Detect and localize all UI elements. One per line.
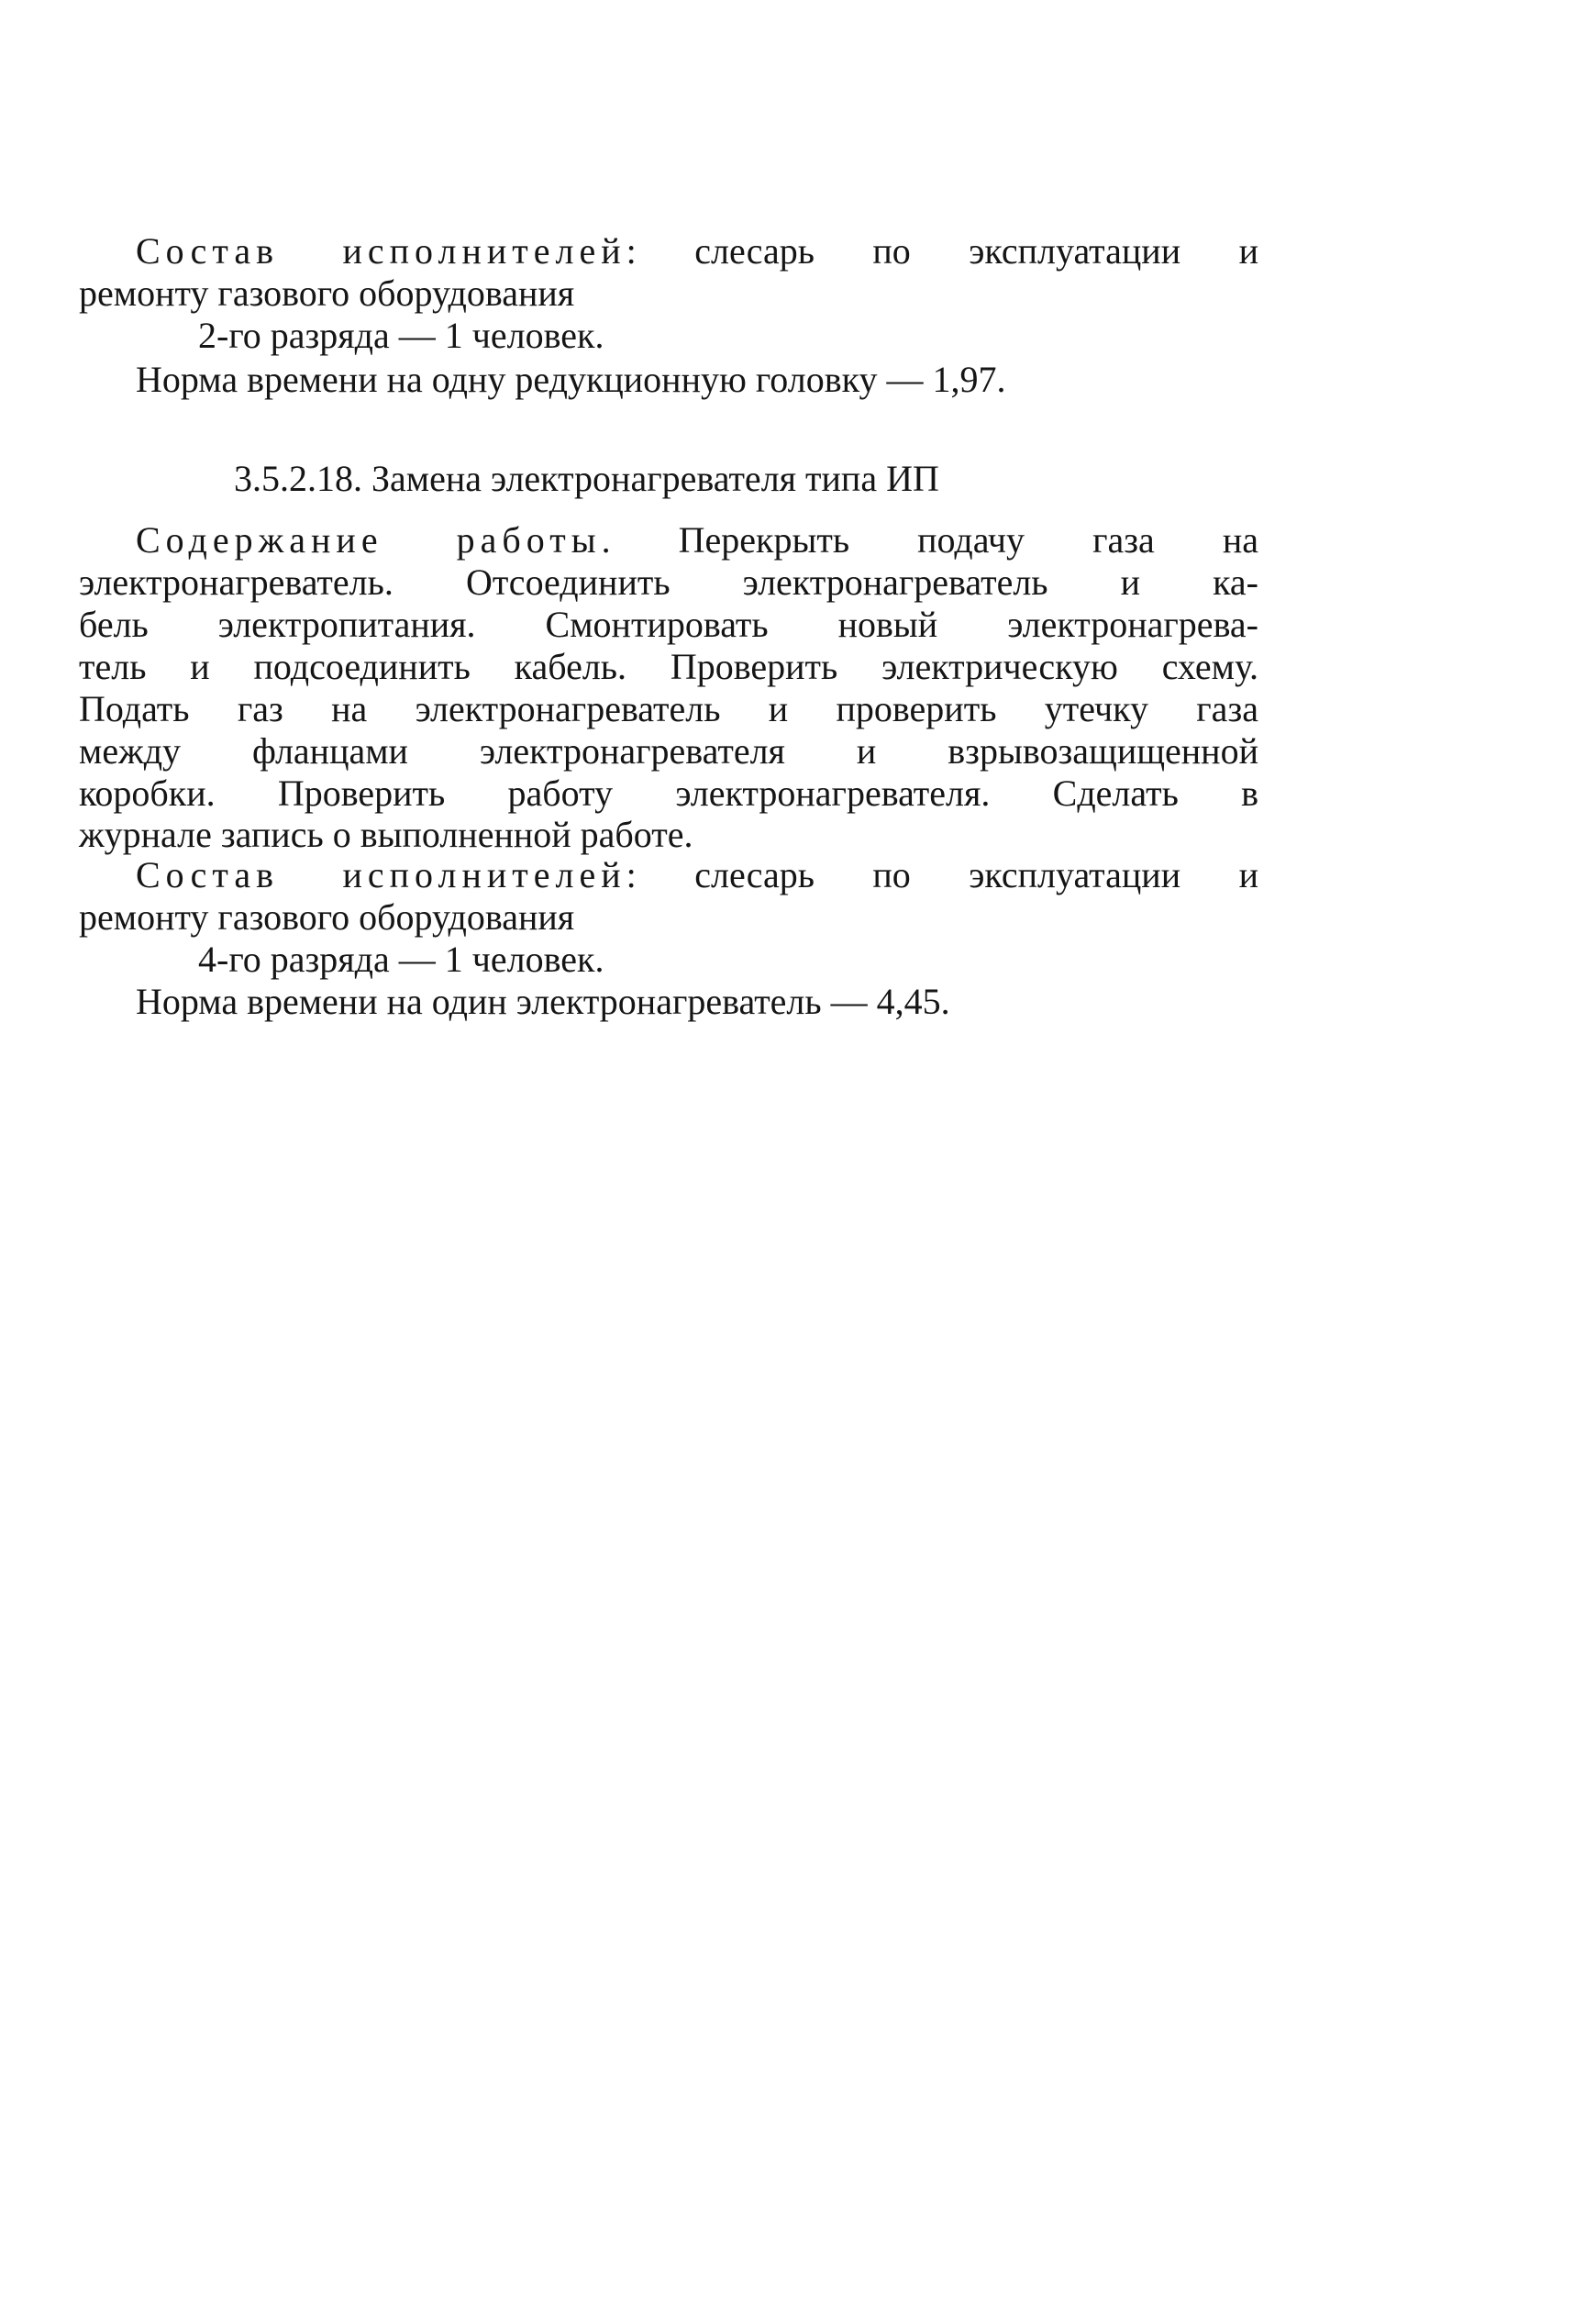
content-line-2: электронагреватель. Отсоединить электронагреватель и ка- [79,561,1258,603]
content-line-3: бель электропитания. Смонтировать новый электронагрева- [79,604,1258,645]
composition-label-b: Состав исполнителей [136,854,626,895]
content-line-1 [136,518,1258,562]
composition-line-2: ремонту газового оборудования [79,272,575,314]
content-line-6: между фланцами электронагревателя и взрывозащищенной [79,730,1258,772]
composition-label: Состав исполнителей [136,230,626,272]
composition-text-b: : слесарь по эксплуатации и [626,854,1258,895]
content-label: Содержание работы [136,519,602,561]
norm-line: Норма времени на одну редукционную головку — 1,97. [136,359,1006,400]
composition-line-2b: ремонту газового оборудования [79,896,575,938]
grade-line: 2-го разряда — 1 человек. [198,315,604,356]
content-line-4: тель и подсоединить кабель. Проверить электрическую схему. [79,646,1258,687]
composition-line-1 [136,229,1258,273]
grade-line-b: 4-го разряда — 1 человек. [198,939,604,980]
content-line-7: коробки. Проверить работу электронагревателя. Сделать в [79,773,1258,814]
content-line-5: Подать газ на электронагреватель и проверить утечку газа [79,688,1258,729]
content-text: . Перекрыть подачу газа на [601,519,1258,561]
section-heading: 3.5.2.18. Замена электронагревателя типа ИП [234,458,939,499]
composition-text: : слесарь по эксплуатации и [626,230,1258,272]
composition-line-1b [136,853,1258,897]
content-line-8: журнале запись о выполненной работе. [79,814,693,855]
norm-line-b: Норма времени на один электронагреватель — 4,45. [136,981,950,1022]
